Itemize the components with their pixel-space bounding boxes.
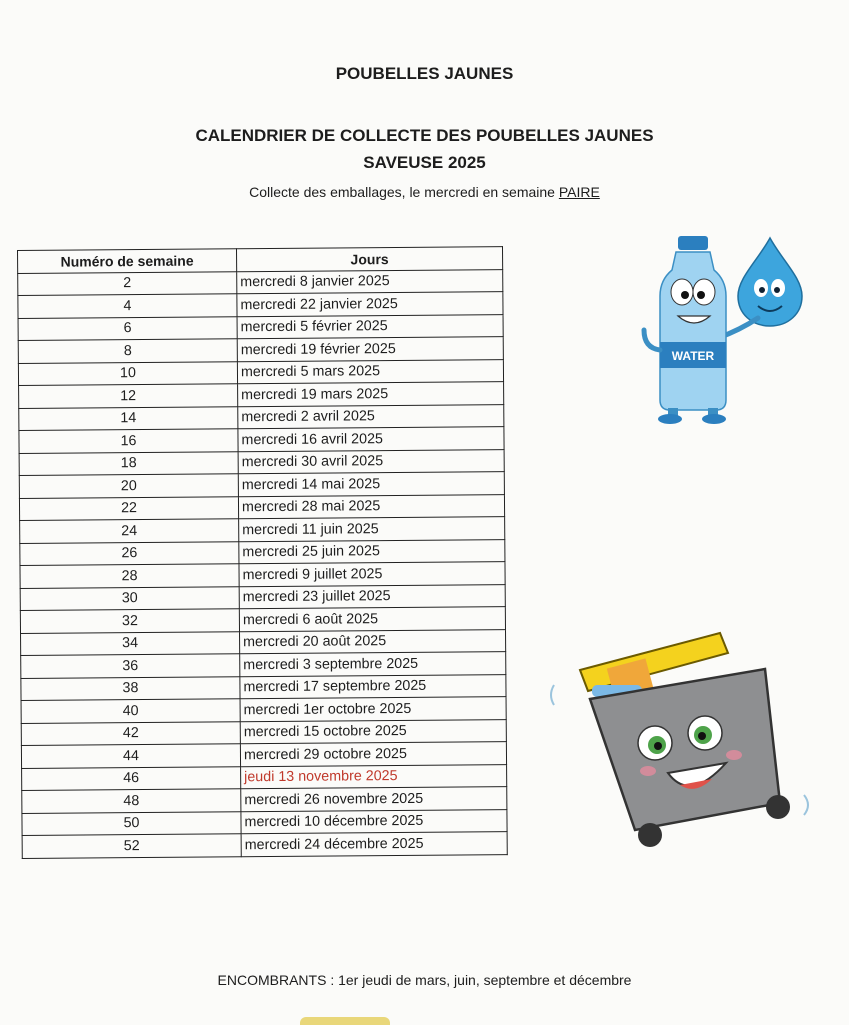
page-title: POUBELLES JAUNES — [335, 64, 514, 83]
week-number-cell: 44 — [21, 744, 240, 768]
collection-day-cell: mercredi 3 septembre 2025 — [240, 652, 506, 677]
collection-day-cell: mercredi 20 août 2025 — [240, 629, 506, 654]
water-bottle-illustration — [630, 230, 810, 425]
collection-day-cell: mercredi 29 octobre 2025 — [240, 742, 506, 767]
collection-day-cell: mercredi 5 mars 2025 — [237, 359, 503, 384]
week-number-cell: 22 — [19, 496, 238, 520]
collection-day-cell: mercredi 25 juin 2025 — [239, 539, 505, 564]
collection-day-cell: mercredi 6 août 2025 — [239, 607, 505, 632]
collection-day-cell: mercredi 23 juillet 2025 — [239, 584, 505, 609]
week-number-cell: 30 — [20, 586, 239, 610]
collection-day-cell-highlight: jeudi 13 novembre 2025 — [241, 764, 507, 789]
week-number-cell: 36 — [21, 654, 240, 678]
collection-day-cell: mercredi 19 mars 2025 — [238, 382, 504, 407]
week-number-cell: 8 — [18, 339, 237, 363]
week-number-cell: 10 — [18, 361, 237, 385]
week-number-cell: 16 — [19, 429, 238, 453]
collection-day-cell: mercredi 26 novembre 2025 — [241, 787, 507, 812]
collection-day-cell: mercredi 24 décembre 2025 — [241, 832, 507, 857]
week-number-cell: 52 — [22, 834, 241, 858]
collection-schedule-table — [17, 246, 508, 858]
collection-day-cell: mercredi 9 juillet 2025 — [239, 562, 505, 587]
week-number-cell: 28 — [20, 564, 239, 588]
week-number-cell: 2 — [18, 271, 237, 295]
week-number-cell: 14 — [19, 406, 238, 430]
calendar-title: CALENDRIER DE COLLECTE DES POUBELLES JAUNES — [195, 126, 654, 145]
week-number-cell: 18 — [19, 451, 238, 475]
week-number-cell: 26 — [20, 541, 239, 565]
week-number-cell: 4 — [18, 294, 237, 318]
week-number-cell: 24 — [20, 519, 239, 543]
week-number-cell: 12 — [19, 384, 238, 408]
commune-year: SAVEUSE 2025 — [363, 153, 486, 172]
collection-day-cell: mercredi 17 septembre 2025 — [240, 674, 506, 699]
recycling-bin-illustration — [540, 625, 820, 855]
collection-day-cell: mercredi 16 avril 2025 — [238, 427, 504, 452]
subtitle-emphasis: PAIRE — [558, 184, 600, 200]
collection-day-cell: mercredi 5 février 2025 — [237, 314, 503, 339]
week-number-cell: 40 — [21, 699, 240, 723]
collection-day-cell: mercredi 30 avril 2025 — [238, 449, 504, 474]
collection-day-cell: mercredi 15 octobre 2025 — [240, 719, 506, 744]
week-number-cell: 34 — [21, 631, 240, 655]
collection-day-cell: mercredi 10 décembre 2025 — [241, 809, 507, 834]
table-row — [22, 832, 507, 858]
collection-day-cell: mercredi 28 mai 2025 — [238, 494, 504, 519]
collection-day-cell: mercredi 19 février 2025 — [237, 337, 503, 362]
subtitle-text: Collecte des emballages, le mercredi en semaine — [249, 184, 559, 200]
week-number-cell: 42 — [21, 721, 240, 745]
column-header-days: Jours — [236, 247, 502, 272]
week-number-cell: 20 — [19, 474, 238, 498]
week-number-cell: 6 — [18, 316, 237, 340]
collection-day-cell: mercredi 11 juin 2025 — [239, 517, 505, 542]
week-number-cell: 48 — [22, 789, 241, 813]
collection-day-cell: mercredi 14 mai 2025 — [238, 472, 504, 497]
week-number-cell: 50 — [22, 811, 241, 835]
collection-day-cell: mercredi 8 janvier 2025 — [237, 269, 503, 294]
bulky-waste-note: ENCOMBRANTS : 1er jeudi de mars, juin, septembre et décembre — [217, 972, 632, 988]
week-number-cell: 32 — [20, 609, 239, 633]
week-number-cell: 46 — [22, 766, 241, 790]
bottle-label: WATER — [671, 349, 715, 363]
subtitle — [0, 184, 849, 200]
collection-day-cell: mercredi 2 avril 2025 — [238, 404, 504, 429]
column-header-week: Numéro de semaine — [18, 249, 237, 273]
collection-day-cell: mercredi 1er octobre 2025 — [240, 697, 506, 722]
table-body — [18, 269, 508, 858]
week-number-cell: 38 — [21, 676, 240, 700]
collection-day-cell: mercredi 22 janvier 2025 — [237, 292, 503, 317]
